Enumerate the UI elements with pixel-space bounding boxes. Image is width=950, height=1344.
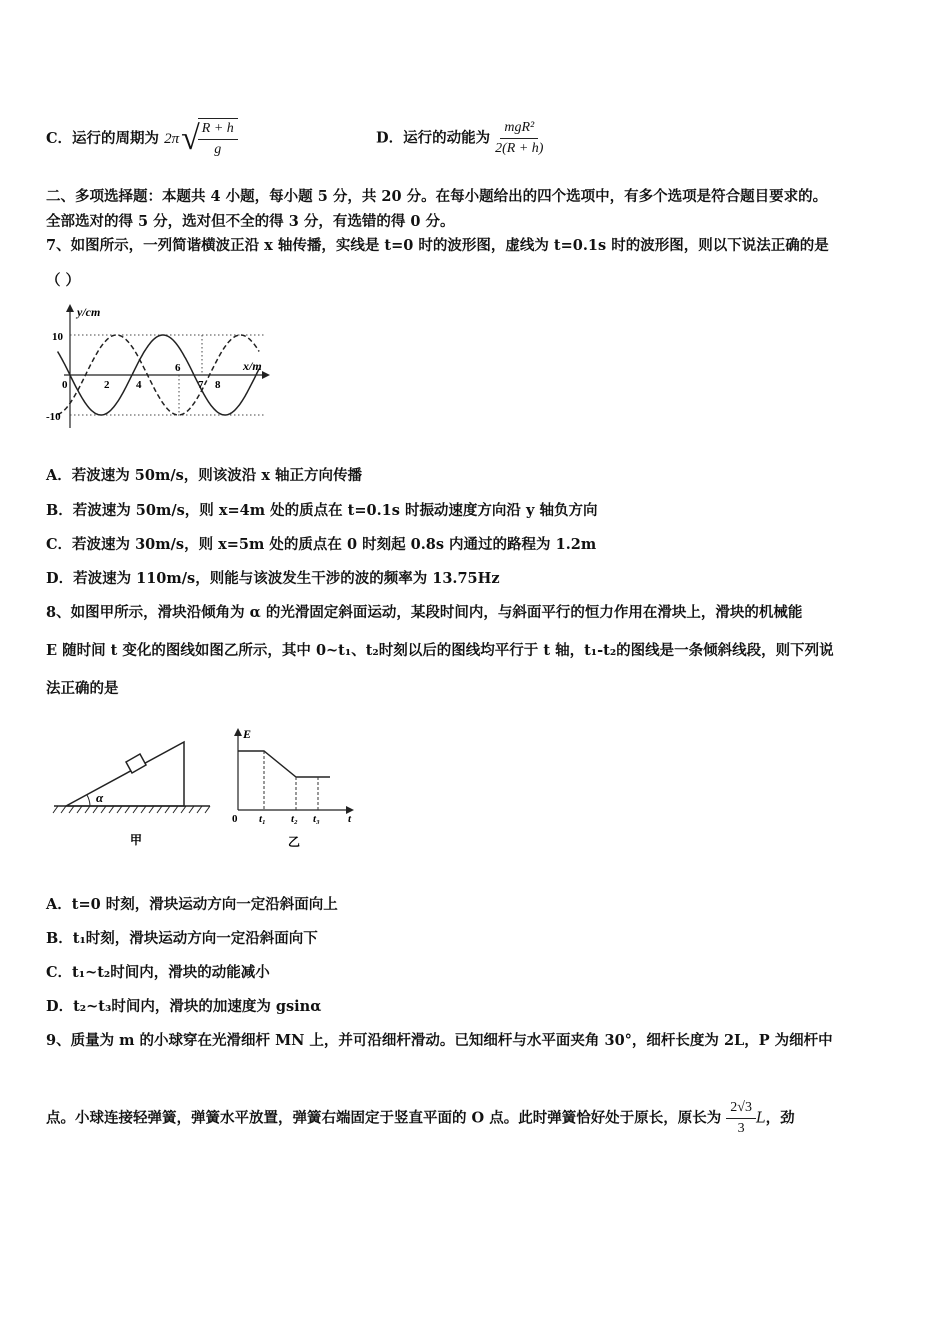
q6-option-d xyxy=(376,118,543,159)
q6-option-c-formula xyxy=(164,118,238,160)
angle-arc xyxy=(87,795,90,806)
q7-option-b: B．若波速为 50m/s，则 x=4m 处的质点在 t=0.1s 时振动速度方向沿 y 轴负方向 xyxy=(46,502,598,519)
q9-length-fraction xyxy=(726,1098,756,1139)
q9-stem-line2-text: 点。小球连接轻弹簧，弹簧水平放置，弹簧右端固定于竖直平面的 O 点。此时弹簧恰好处于原长，原长为 xyxy=(46,1109,722,1127)
q7-xlabel: x/m xyxy=(243,359,262,373)
yi-xlabel: t xyxy=(348,813,352,825)
q8-option-b: B．t₁时刻，滑块运动方向一定沿斜面向下 xyxy=(46,930,318,947)
q6-c-den: g xyxy=(214,142,222,157)
q7-xtick-2: 2 xyxy=(104,379,110,391)
section2-line1: 二、多项选择题：本题共 4 小题，每小题 5 分，共 20 分。在每小题给出的四个选项中，有多个选项是符合题目要求的。 xyxy=(46,188,828,205)
ground-hatching xyxy=(53,806,210,813)
energy-curve xyxy=(238,751,330,777)
q6-option-c xyxy=(46,118,238,160)
q7-x-arrow xyxy=(262,371,270,379)
q8-stem-line1: 8、如图甲所示，滑块沿倾角为 α 的光滑固定斜面运动，某段时间内，与斜面平行的恒力作用在滑块上，滑块的机械能 xyxy=(46,604,803,621)
q7-stem-line2: （ ） xyxy=(46,272,81,289)
yi-y-arrow xyxy=(234,728,242,736)
fig-yi-caption: 乙 xyxy=(288,835,301,849)
yi-tick-t2: t₂ xyxy=(291,813,298,825)
q7-wave-figure xyxy=(44,300,276,436)
q6-c-coef: 2π xyxy=(164,131,180,147)
yi-tick-t3: t₃ xyxy=(313,813,320,825)
section2-line2: 全部选对的得 5 分，选对但不全的得 3 分，有选错的得 0 分。 xyxy=(46,213,455,230)
q9-frac-num: 2√3 xyxy=(726,1098,756,1119)
sqrt-symbol: √ xyxy=(181,120,200,157)
q6-option-d-label: D．运行的动能为 xyxy=(376,129,491,147)
slider-block xyxy=(126,754,146,773)
q8-stem-line3: 法正确的是 xyxy=(46,680,119,697)
incline xyxy=(66,742,184,806)
yi-tick-t1: t₁ xyxy=(259,813,266,825)
fig-jia-caption: 甲 xyxy=(130,833,143,847)
q6-option-c-label: C．运行的周期为 xyxy=(46,130,160,147)
yi-origin: 0 xyxy=(232,813,238,825)
q8-option-d: D．t₂~t₃时间内，滑块的加速度为 gsinα xyxy=(46,998,322,1015)
q7-option-a: A．若波速为 50m/s，则该波沿 x 轴正方向传播 xyxy=(46,467,363,484)
q6-c-fraction xyxy=(198,118,238,160)
q6-option-d-formula xyxy=(495,118,543,159)
q9-stem-line1: 9、质量为 m 的小球穿在光滑细杆 MN 上，并可沿细杆滑动。已知细杆与水平面夹角 30°，细杆长度为 2L，P 为细杆中 xyxy=(46,1032,833,1049)
q8-stem-line2: E 随时间 t 变化的图线如图乙所示，其中 0~t₁、t₂时刻以后的图线均平行于 t 轴，t₁-t₂的图线是一条倾斜线段，则下列说 xyxy=(46,642,834,659)
q7-xtick-7: 7 xyxy=(198,379,204,391)
q6-d-num: mgR² xyxy=(500,118,538,139)
q9-frac-den: 3 xyxy=(737,1121,745,1136)
q9-frac-tail: L xyxy=(755,1110,766,1127)
q7-origin: 0 xyxy=(62,379,68,391)
q7-xtick-8: 8 xyxy=(215,379,221,391)
q6-d-den: 2(R + h) xyxy=(495,141,544,156)
q9-stem-line2 xyxy=(46,1098,795,1139)
q7-y-arrow xyxy=(66,304,74,312)
q7-option-d: D．若波速为 110m/s，则能与该波发生干涉的波的频率为 13.75Hz xyxy=(46,570,500,587)
q9-stem-line2-end: ，劲 xyxy=(765,1109,795,1127)
q7-ylabel: y/cm xyxy=(77,305,101,319)
q7-xtick-6: 6 xyxy=(175,362,181,374)
q8-fig-jia xyxy=(50,722,222,852)
q7-ytick-top: 10 xyxy=(52,331,63,343)
q8-option-c: C．t₁~t₂时间内，滑块的动能减小 xyxy=(46,964,270,981)
q7-option-c: C．若波速为 30m/s，则 x=5m 处的质点在 0 时刻起 0.8s 内通过的路程为 1.2m xyxy=(46,536,597,553)
q8-fig-yi xyxy=(226,722,366,852)
q7-ytick-bottom: -10 xyxy=(46,411,61,423)
q7-xtick-4: 4 xyxy=(136,379,142,391)
q6-c-num: R + h xyxy=(198,119,238,140)
yi-ylabel: E xyxy=(243,727,252,741)
q7-stem-line1: 7、如图所示，一列简谐横波正沿 x 轴传播，实线是 t=0 时的波形图，虚线为 t=0.1s 时的波形图，则以下说法正确的是 xyxy=(46,237,829,254)
angle-label: α xyxy=(96,790,104,805)
q8-option-a: A．t=0 时刻，滑块运动方向一定沿斜面向上 xyxy=(46,896,338,913)
